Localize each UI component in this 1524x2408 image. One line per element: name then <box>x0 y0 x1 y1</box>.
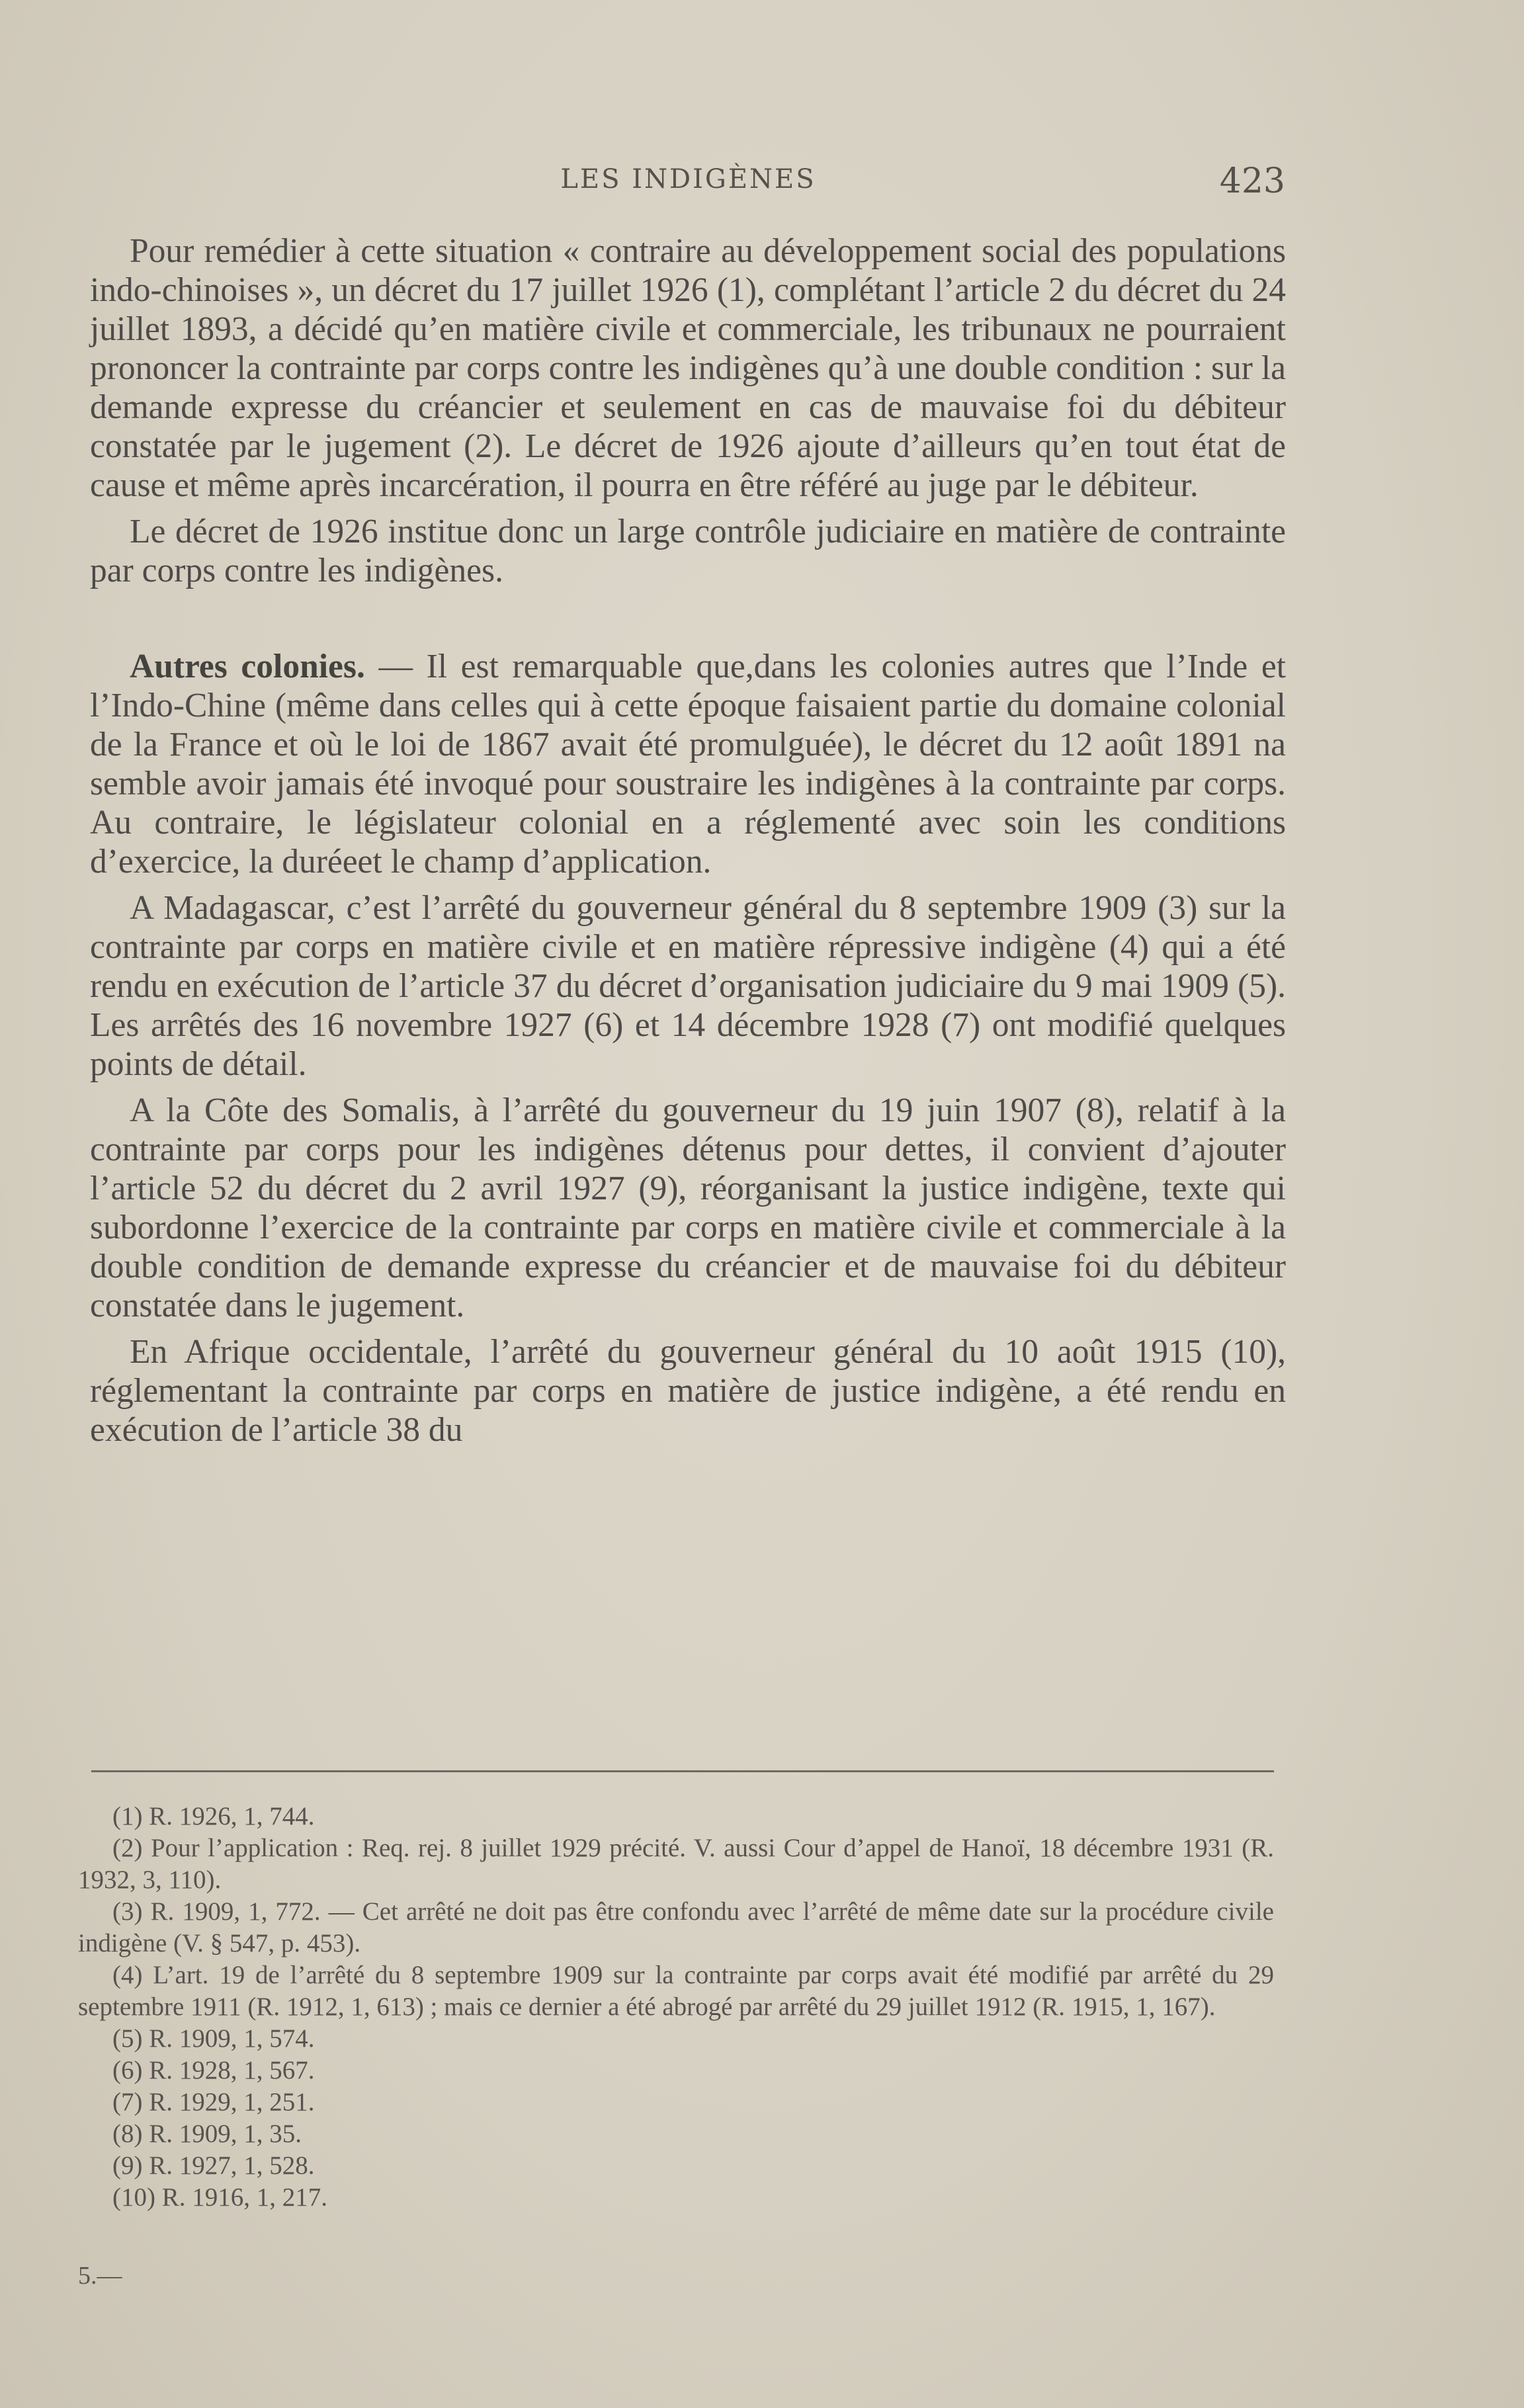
signature-mark: 5.— <box>78 2262 122 2290</box>
footnote: (6) R. 1928, 1, 567. <box>112 2056 315 2085</box>
section-heading: Autres colonies. <box>130 648 365 685</box>
footnote: (1) R. 1926, 1, 744. <box>112 1802 315 1830</box>
paragraph: A la Côte des Somalis, à l’arrêté du gouverneur du 19 juin 1907 (8), relatif à la contrainte par corps pour les indigènes détenus pour dettes, il convient d’ajouter l’article 52 du décret du 2 avril 1927 (9), réorganisant la justice indigène, texte qui subordonne l’exercice de la contrainte par corps en matière civile et commerciale à la double condition de demande expresse du créancier et de mauvaise foi du débiteur constatée dans le jugement. <box>90 1092 1286 1324</box>
footnote: (2) Pour l’application : Req. rej. 8 juillet 1929 précité. V. aussi Cour d’appel de Hanoï, 18 décembre 1931 (R. 1932, 3, 110). <box>78 1834 1274 1894</box>
paragraph: Le décret de 1926 institue donc un large contrôle judiciaire en matière de contrainte par corps contre les indigènes. <box>90 513 1286 589</box>
footnote: (5) R. 1909, 1, 574. <box>112 2024 315 2053</box>
page-number: 423 <box>1219 161 1285 201</box>
paragraph: En Afrique occidentale, l’arrêté du gouverneur général du 10 août 1915 (10), réglementant la contrainte par corps en matière de justice indigène, a été rendu en exécution de l’article 38 du <box>90 1333 1286 1449</box>
footnote: (4) L’art. 19 de l’arrêté du 8 septembre 1909 sur la contrainte par corps avait été modifié par arrêté du 29 septembre 1911 (R. 1912, 1, 613) ; mais ce dernier a été abrogé par arrêté du 29 juillet 1912 (R. 1915, 1, 167). <box>78 1961 1274 2021</box>
running-title: LES INDIGÈNES <box>560 164 816 194</box>
paragraph: A Madagascar, c’est l’arrêté du gouverneur général du 8 septembre 1909 (3) sur la contrainte par corps en matière civile et en matière répressive indigène (4) qui a été rendu en exécution de l’article 37 du décret d’organisation judiciaire du 9 mai 1909 (5). Les arrêtés des 16 novembre 1927 (6) et 14 décembre 1928 (7) ont modifié quelques points de détail. <box>90 889 1286 1083</box>
footnote: (10) R. 1916, 1, 217. <box>112 2183 327 2212</box>
footnote-divider <box>91 1770 1274 1772</box>
main-text <box>90 232 1286 1449</box>
footnotes <box>78 1801 1274 2214</box>
footnote: (3) R. 1909, 1, 772. — Cet arrêté ne doit pas être confondu avec l’arrêté de même date sur la procédure civile indigène (V. § 547, p. 453). <box>78 1897 1274 1957</box>
footnote: (9) R. 1927, 1, 528. <box>112 2151 315 2180</box>
footnote: (7) R. 1929, 1, 251. <box>112 2088 315 2116</box>
paragraph: Pour remédier à cette situation « contraire au développement social des populations indo-chinoises », un décret du 17 juillet 1926 (1), complétant l’article 2 du décret du 24 juillet 1893, a décidé qu’en matière civile et commerciale, les tribunaux ne pourraient prononcer la contrainte par corps contre les indigènes qu’à une double condition : sur la demande expresse du créancier et seulement en cas de mauvaise foi du débiteur constatée par le jugement (2). Le décret de 1926 ajoute d’ailleurs qu’en tout état de cause et même après incarcération, il pourra en être référé au juge par le débiteur. <box>90 232 1286 504</box>
page-header <box>91 161 1285 204</box>
section-autres-colonies <box>90 647 1286 881</box>
footnote: (8) R. 1909, 1, 35. <box>112 2120 302 2148</box>
section-first-paragraph: — Il est remarquable que,dans les colonies autres que l’Inde et l’Indo-Chine (même dans celles qui à cette époque faisaient partie du domaine colonial de la France et où le loi de 1867 avait été promulguée), le décret du 12 août 1891 na semble avoir jamais été invoqué pour soustraire les indigènes à la contrainte par corps. Au contraire, le législateur colonial en a réglementé avec soin les conditions d’exercice, la duréeet le champ d’application. <box>90 648 1287 881</box>
